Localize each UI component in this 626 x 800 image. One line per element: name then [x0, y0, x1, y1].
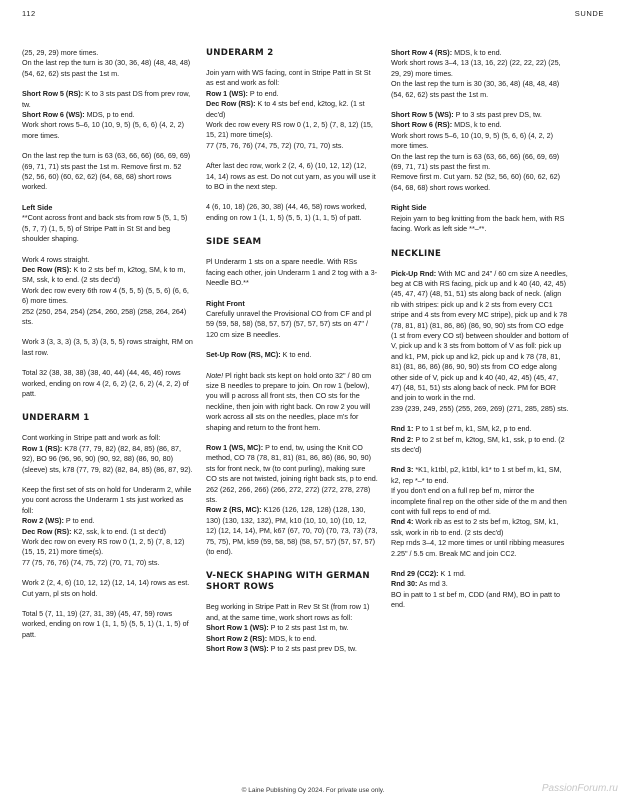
text-line: [22, 255, 194, 265]
instruction-text: With MC and 24" / 60 cm size A needles, beg at CB with RS facing, pick up and k 40 (40, 42, 45) (45, 47, 47) (48, 51, 51) sts along back of neck. (align rib with stripes: pick up and k 2 sts from every CC1 stripe and 4 sts from every MC stripe), pick up and k 78 (78, 81, 81) (81, 86, 86) (86, 90, 90) sts from CO edge (1 st from every CO st) between shoulder and bottom of V, pick up and k 3 sts from bottom of V as foll: pick up and k1, PM, pick up and k2, pick up and k 78 (78, 81, 81) (81, 86, 86) (86, 90, 90) sts from CO edge along other side of V, pick up and k 40 (40, 42, 45) (45, 47, 47) (48, 51, 51) sts along back of neck. PM for BOR and join to work in the rnd.: [391, 268, 569, 403]
instruction-text: P to 1 st bef m, k1, SM, k2, p to end.: [413, 424, 532, 434]
instruction-label: Rnd 4:: [391, 517, 414, 527]
setup-row-text: K to end.: [280, 350, 312, 360]
instruction-text: Join yarn with WS facing, cont in Stripe Patt in St St as est and work as foll:: [206, 68, 371, 88]
note-text: Pl right back sts kept on hold onto 32" / 80 cm size B needles to prepare to join. On row 1 (below), you will p across all front sts, then CO sts for the neckline, then join with right back. On row 2 you will work across all sts on the needles, place m's for shaping and return to the front hem.: [206, 370, 372, 432]
paragraph: [22, 48, 194, 79]
paragraph: [22, 485, 194, 568]
paragraph: [206, 443, 378, 557]
watermark: PassionForum.ru: [541, 783, 618, 794]
text-line: [206, 68, 378, 89]
instruction-text: On the last rep the turn is 63 (63, 66, 66) (66, 69, 69) (69, 71, 71) sts past the first m.: [391, 151, 560, 172]
instruction-text: Cont working in Stripe patt and work as foll:: [22, 433, 161, 443]
text-line: [391, 517, 569, 538]
instruction-text: P to end.: [63, 516, 95, 526]
text-line: [206, 505, 378, 557]
instruction-text: P to end.: [247, 88, 279, 98]
instruction-text: 239 (239, 249, 255) (255, 269, 269) (271, 285, 285) sts.: [391, 403, 569, 413]
paragraph: Work 2 (2, 4, 6) (10, 12, 12) (12, 14, 14) rows as est. Cut yarn, pl sts on hold.: [22, 578, 190, 598]
instruction-label: Rnd 30:: [391, 579, 418, 589]
section-heading-neckline: NECKLINE: [391, 248, 442, 259]
text-line: [391, 538, 569, 559]
paragraph: [22, 255, 194, 328]
text-line: [206, 644, 378, 654]
text-line: [391, 465, 569, 486]
instruction-text: 77 (75, 76, 76) (74, 75, 72) (70, 71, 70) sts.: [206, 140, 344, 150]
instruction-label: Row 1 (WS):: [206, 88, 248, 98]
text-line: [22, 307, 194, 328]
instruction-text: On the last rep the turn is 30 (30, 36, 48) (48, 48, 48) (54, 62, 62) sts past the 1st m.: [391, 79, 560, 99]
paragraph: **Cont across front and back sts from row 5 (5, 1, 5) (5, 7, 7) (1, 5, 5) of Stripe Patt in St St and beg shoulder shaping.: [22, 213, 188, 244]
text-line: [22, 444, 194, 475]
paragraph: After last dec row, work 2 (2, 4, 6) (10, 12, 12) (12, 14, 14) rows as est. Do not cut yarn, as you will use it to BO in the next step.: [206, 161, 376, 192]
text-line: [391, 404, 569, 414]
text-line: [391, 269, 569, 404]
text-line: [391, 579, 569, 589]
paragraph: [391, 424, 569, 455]
paragraph: [206, 371, 378, 433]
instruction-text: 77 (75, 76, 76) (74, 75, 72) (70, 71, 70) sts.: [22, 557, 160, 567]
instruction-text: K to 2 sts bef m, k2tog, SM, k to m, SM, ssk, k to end. (2 sts dec'd): [22, 264, 186, 285]
text-line: [391, 424, 569, 434]
instruction-text: Work short rows 5–6, 10 (10, 9, 5) (5, 6, 6) (4, 2, 2) more times.: [22, 120, 185, 140]
setup-row-label: Set-Up Row (RS, MC):: [206, 350, 281, 360]
text-line: [391, 79, 569, 100]
instruction-text: Work 4 rows straight.: [22, 254, 90, 264]
text-line: [22, 110, 194, 120]
instruction-text: Remove first m. Cut yarn. 52 (52, 56, 60) (60, 62, 62) (64, 68, 68) short rows worked.: [391, 172, 560, 192]
text-line: [391, 486, 569, 517]
instruction-text: Work dec row on every RS row 0 (1, 2, 5) (7, 8, 12) (15, 15, 21) more time(s).: [22, 537, 185, 557]
instruction-label: Short Row 3 (WS):: [206, 644, 269, 654]
subheading-right-side: Right Side: [391, 203, 427, 213]
paragraph: 4 (6, 10, 18) (26, 30, 38) (44, 46, 58) rows worked, ending on row 1 (1, 1, 5) (5, 5, 1) (1, 1, 5) of patt.: [206, 202, 367, 222]
text-line: On the last rep the turn is 30 (30, 36, 48) (48, 48, 48) (54, 62, 62) sts past the 1st m.: [22, 58, 191, 78]
instruction-label: Short Row 2 (RS):: [206, 633, 268, 643]
instruction-label: Rnd 3:: [391, 465, 414, 475]
text-line: [22, 120, 194, 141]
instruction-text: Work dec row every RS row 0 (1, 2, 5) (7, 8, 12) (15, 15, 21) more time(s).: [206, 120, 373, 140]
text-line: [206, 485, 378, 506]
instruction-label: Short Row 6 (RS):: [391, 120, 453, 130]
instruction-text: 252 (250, 254, 254) (254, 260, 258) (258, 264, 264) sts.: [22, 306, 187, 326]
instruction-text: MDS, k to end.: [267, 633, 317, 643]
text-line: [22, 286, 194, 307]
section-heading-vneck: V-NECK SHAPING WITH GERMAN SHORT ROWS: [206, 571, 370, 593]
instruction-text: P to end, tw, using the Knit CO method, CO 78 (78, 81, 81) (81, 86, 86) (86, 90, 90) sts for front neck, tw (to cont purling), making sure CO sts are not twisted, joining right back sts, p to end.: [206, 442, 378, 484]
instruction-text: K126 (126, 128, 128) (128, 130, 130) (130, 132, 132), PM, k10 (10, 10, 10) (10, 12, 12) (12, 14, 14), PM, k67 (67, 70, 70) (70, 73, 73) (73, 75, 75), PM, k59 (59, 58, 58) (58, 57, 57) (57, 57, 57) (to end).: [206, 505, 378, 557]
text-line: [206, 602, 378, 623]
text-line: [391, 120, 569, 130]
paragraph: [391, 465, 569, 559]
instruction-text: MDS, p to end.: [84, 110, 135, 120]
paragraph: Work 3 (3, 3, 3) (3, 5, 3) (3, 5, 5) rows straight, RM on last row.: [22, 337, 193, 357]
text-line: [206, 141, 378, 151]
paragraph: [206, 602, 378, 654]
instruction-text: Rep rnds 3–4, 12 more times or until ribbing measures 2.25" / 5.5 cm. Break MC and join CC2.: [391, 538, 565, 558]
instruction-text: K to 4 sts bef end, k2tog, k2. (1 st dec'd): [206, 99, 365, 119]
paragraph: Total 32 (38, 38, 38) (38, 40, 44) (44, 46, 46) rows worked, ending on row 4 (2, 6, 2) (2, 6, 2) (4, 2, 2) of patt.: [22, 368, 189, 398]
text-line: [391, 435, 569, 456]
paragraph: On the last rep the turn is 63 (63, 66, 66) (66, 69, 69) (69, 71, 71) sts past the 1st m. Remove first m. 52 (52, 56, 60) (60, 62, 62) (64, 68, 68) short rows worked.: [22, 151, 191, 192]
instruction-label: Rnd 29 (CC2):: [391, 569, 439, 579]
text-line: [206, 120, 378, 141]
paragraph: [22, 433, 194, 475]
instruction-label: Pick-Up Rnd:: [391, 268, 437, 278]
instruction-text: Work rib as est to 2 sts bef m, k2tog, SM, k1, ssk, work in rib to end. (2 sts dec'd): [391, 517, 559, 537]
text-line: [22, 89, 194, 110]
text-line: [206, 443, 378, 485]
instruction-text: K to 3 sts past DS from prev row, tw.: [22, 89, 191, 109]
text-line: [206, 99, 378, 120]
text-line: [22, 485, 194, 516]
instruction-text: P to 2 sts past prev DS, tw.: [268, 644, 357, 654]
text-line: [391, 110, 569, 120]
column-3: [391, 48, 569, 621]
instruction-text: Beg working in Stripe Patt in Rev St St (from row 1) and, at the same time, work short rows as foll:: [206, 602, 370, 622]
text-line: [22, 265, 194, 286]
text-line: (25, 29, 29) more times.: [22, 48, 99, 57]
column-1: [22, 48, 194, 650]
instruction-text: As rnd 3.: [417, 579, 448, 589]
text-line: [22, 537, 194, 558]
instruction-label: Short Row 1 (WS):: [206, 623, 269, 633]
instruction-text: Keep the first set of sts on hold for Underarm 2, while you cont across the Underarm 1 sts just worked as foll:: [22, 485, 192, 515]
paragraph: Carefully unravel the Provisional CO from CF and pl 59 (59, 58, 58) (58, 57, 57) (57, 57, 57) sts on 47" / 120 cm size B needles.: [206, 308, 372, 339]
instruction-text: P to 3 sts past prev DS, tw.: [453, 110, 542, 120]
footer-copyright: © Laine Publishing Oy 2024. For private use only.: [241, 787, 385, 794]
instruction-text: K 1 rnd.: [438, 569, 466, 579]
paragraph: [206, 350, 378, 360]
instruction-text: Work short rows 5–6, 10 (10, 9, 5) (5, 6, 6) (4, 2, 2) more times.: [391, 130, 554, 151]
instruction-label: Short Row 5 (RS):: [22, 89, 84, 99]
text-line: [22, 558, 194, 568]
instruction-text: MDS, k to end.: [452, 120, 502, 130]
instruction-label: Row 1 (RS):: [22, 443, 63, 453]
paragraph: [391, 48, 569, 100]
page-number: 112: [22, 9, 36, 18]
text-line: [206, 89, 378, 99]
instruction-label: Row 1 (WS, MC):: [206, 442, 264, 452]
instruction-label: Dec Row (RS):: [22, 526, 72, 536]
instruction-text: BO in patt to 1 st bef m, CDD (and RM), BO in patt to end.: [391, 589, 560, 610]
paragraph: [391, 569, 569, 611]
text-line: [391, 48, 569, 58]
instruction-text: Work short rows 3–4, 13 (13, 16, 22) (22, 22, 22) (25, 29, 29) more times.: [391, 58, 561, 78]
paragraph: [391, 110, 569, 193]
text-line: [391, 590, 569, 611]
instruction-label: Short Row 6 (WS):: [22, 110, 85, 120]
note-label: Note!: [206, 370, 224, 380]
instruction-label: Short Row 5 (WS):: [391, 110, 454, 120]
paragraph: Pl Underarm 1 sts on a spare needle. With RSs facing each other, join Underarm 1 and 2 tog with a 3-Needle BO.**: [206, 257, 378, 288]
paragraph: [206, 68, 378, 151]
subheading-left-side: Left Side: [22, 202, 53, 212]
instruction-text: If you don't end on a full rep bef m, mirror the incomplete final rep on the other side of the m and then cont with full reps to end of rnd.: [391, 486, 567, 517]
text-line: [391, 172, 569, 193]
instruction-label: Rnd 2:: [391, 434, 414, 444]
section-heading-underarm-2: UNDERARM 2: [206, 48, 274, 58]
instruction-text: 262 (262, 266, 266) (266, 272, 272) (272, 278, 278) sts.: [206, 484, 371, 504]
paragraph: Rejoin yarn to beg knitting from the back hem, with RS facing. Work as left side **–**.: [391, 213, 565, 234]
text-line: [206, 623, 378, 633]
text-line: [22, 516, 194, 526]
column-2: [206, 48, 378, 664]
instruction-text: *K1, k1tbl, p2, k1tbl, k1* to 1 st bef m, k1, SM, k2, rep *–* to end.: [391, 465, 562, 485]
text-line: [22, 433, 194, 443]
instruction-text: Work dec row every 6th row 4 (5, 5, 5) (5, 5, 6) (6, 6, 6) more times.: [22, 285, 189, 306]
instruction-text: K2, ssk, k to end. (1 st dec'd): [71, 526, 166, 536]
paragraph: Total 5 (7, 11, 19) (27, 31, 39) (45, 47, 59) rows worked, ending on row 1 (1, 1, 5) (5, 5, 1) (1, 1, 5) of patt.: [22, 609, 189, 639]
text-line: [22, 527, 194, 537]
instruction-text: P to 2 sts past 1st m, tw.: [268, 623, 349, 633]
text-line: [391, 131, 569, 152]
text-line: [206, 634, 378, 644]
instruction-text: P to 2 st bef m, k2tog, SM, k1, ssk, p to end. (2 sts dec'd): [391, 434, 565, 454]
section-heading-side-seam: SIDE SEAM: [206, 237, 262, 248]
instruction-label: Dec Row (RS):: [22, 264, 72, 274]
instruction-text: MDS, k to end.: [452, 48, 502, 57]
instruction-text: K78 (77, 79, 82) (82, 84, 85) (86, 87, 92), BO 96 (96, 96, 90) (90, 92, 88) (86, 90, 80) (sleeve) sts, k78 (77, 79, 82) (82, 84, 85) (86, 87, 92).: [22, 443, 193, 474]
instruction-label: Row 2 (WS):: [22, 516, 64, 526]
paragraph: [22, 89, 194, 141]
text-line: [391, 152, 569, 173]
text-line: [391, 58, 569, 79]
instruction-label: Dec Row (RS):: [206, 99, 256, 109]
instruction-label: Short Row 4 (RS):: [391, 48, 453, 57]
paragraph: [391, 269, 569, 415]
page-running-title: SUNDE: [574, 9, 604, 18]
subheading-right-front: Right Front: [206, 298, 245, 308]
text-line: [391, 569, 569, 579]
section-heading-underarm-1: UNDERARM 1: [22, 413, 90, 424]
instruction-label: Rnd 1:: [391, 424, 414, 434]
instruction-label: Row 2 (RS, MC):: [206, 505, 262, 515]
